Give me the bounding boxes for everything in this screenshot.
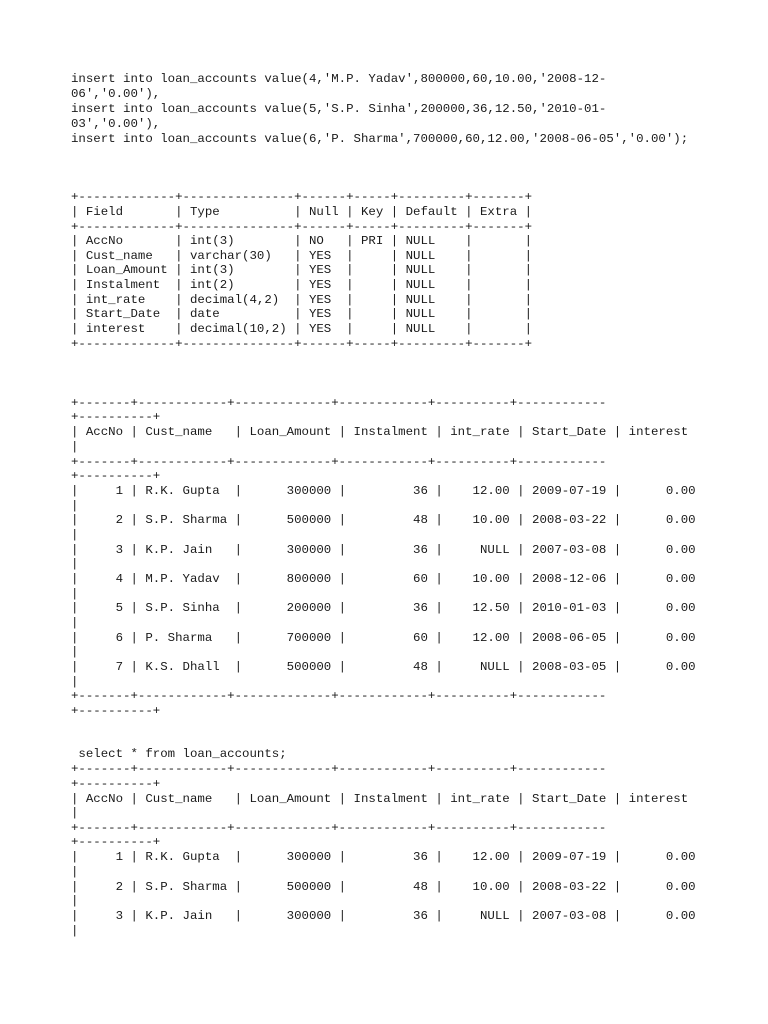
describe-row: | AccNo | int(3) | NO | PRI | NULL | | — [71, 234, 533, 248]
result-wrap: | — [71, 587, 79, 601]
describe-border: +-------------+---------------+------+-----+---------+-------+ — [71, 220, 533, 234]
describe-header: | Field | Type | Null | Key | Default | Extra | — [71, 205, 533, 219]
result-border: +-------+------------+-------------+------------+----------+------------ — [71, 689, 607, 703]
describe-row: | Loan_Amount | int(3) | YES | | NULL | | — [71, 263, 533, 277]
result-wrap: | — [71, 440, 79, 454]
result-wrap: | — [71, 675, 79, 689]
result-row: | 7 | K.S. Dhall | 500000 | 48 | NULL | 2008-03-05 | 0.00 — [71, 660, 696, 674]
describe-row: | Instalment | int(2) | YES | | NULL | | — [71, 278, 533, 292]
result-row: | 5 | S.P. Sinha | 200000 | 36 | 12.50 | 2010-01-03 | 0.00 — [71, 601, 696, 615]
result-row: | 1 | R.K. Gupta | 300000 | 36 | 12.00 | 2009-07-19 | 0.00 — [71, 850, 696, 864]
result-border: +----------+ — [71, 704, 161, 718]
result-row: | 1 | R.K. Gupta | 300000 | 36 | 12.00 | 2009-07-19 | 0.00 — [71, 484, 696, 498]
insert-line: insert into loan_accounts value(4,'M.P. Yadav',800000,60,10.00,'2008-12- — [71, 72, 607, 86]
result-wrap: | — [71, 499, 79, 513]
result-wrap: | — [71, 557, 79, 571]
result-border: +-------+------------+-------------+------------+----------+------------ — [71, 396, 607, 410]
result-wrap: | — [71, 645, 79, 659]
result-border: +----------+ — [71, 835, 161, 849]
result-header: | AccNo | Cust_name | Loan_Amount | Instalment | int_rate | Start_Date | interest — [71, 792, 689, 806]
result-row: | 4 | M.P. Yadav | 800000 | 60 | 10.00 | 2008-12-06 | 0.00 — [71, 572, 696, 586]
result-row: | 3 | K.P. Jain | 300000 | 36 | NULL | 2007-03-08 | 0.00 — [71, 543, 696, 557]
describe-border: +-------------+---------------+------+-----+---------+-------+ — [71, 190, 533, 204]
result-row: | 2 | S.P. Sharma | 500000 | 48 | 10.00 | 2008-03-22 | 0.00 — [71, 880, 696, 894]
result-row: | 3 | K.P. Jain | 300000 | 36 | NULL | 2007-03-08 | 0.00 — [71, 909, 696, 923]
insert-line: 03','0.00'), — [71, 117, 161, 131]
result-wrap: | — [71, 924, 79, 938]
result-border: +----------+ — [71, 469, 161, 483]
result-header: | AccNo | Cust_name | Loan_Amount | Instalment | int_rate | Start_Date | interest — [71, 425, 689, 439]
insert-line: insert into loan_accounts value(6,'P. Sharma',700000,60,12.00,'2008-06-05','0.00'); — [71, 132, 689, 146]
insert-line: insert into loan_accounts value(5,'S.P. Sinha',200000,36,12.50,'2010-01- — [71, 102, 607, 116]
result-row: | 6 | P. Sharma | 700000 | 60 | 12.00 | 2008-06-05 | 0.00 — [71, 631, 696, 645]
select-statement: select * from loan_accounts; — [71, 747, 287, 761]
result-border: +-------+------------+-------------+------------+----------+------------ — [71, 821, 607, 835]
result-border: +----------+ — [71, 777, 161, 791]
describe-row: | int_rate | decimal(4,2) | YES | | NULL | | — [71, 293, 533, 307]
result-wrap: | — [71, 616, 79, 630]
result-wrap: | — [71, 865, 79, 879]
describe-row: | Cust_name | varchar(30) | YES | | NULL | | — [71, 249, 533, 263]
result-row: | 2 | S.P. Sharma | 500000 | 48 | 10.00 | 2008-03-22 | 0.00 — [71, 513, 696, 527]
result-wrap: | — [71, 528, 79, 542]
insert-line: 06','0.00'), — [71, 87, 161, 101]
result-wrap: | — [71, 806, 79, 820]
result-border: +-------+------------+-------------+------------+----------+------------ — [71, 762, 607, 776]
result-border: +-------+------------+-------------+------------+----------+------------ — [71, 455, 607, 469]
describe-row: | interest | decimal(10,2) | YES | | NULL | | — [71, 322, 533, 336]
describe-border: +-------------+---------------+------+-----+---------+-------+ — [71, 337, 533, 351]
result-border: +----------+ — [71, 410, 161, 424]
result-wrap: | — [71, 894, 79, 908]
describe-row: | Start_Date | date | YES | | NULL | | — [71, 307, 533, 321]
